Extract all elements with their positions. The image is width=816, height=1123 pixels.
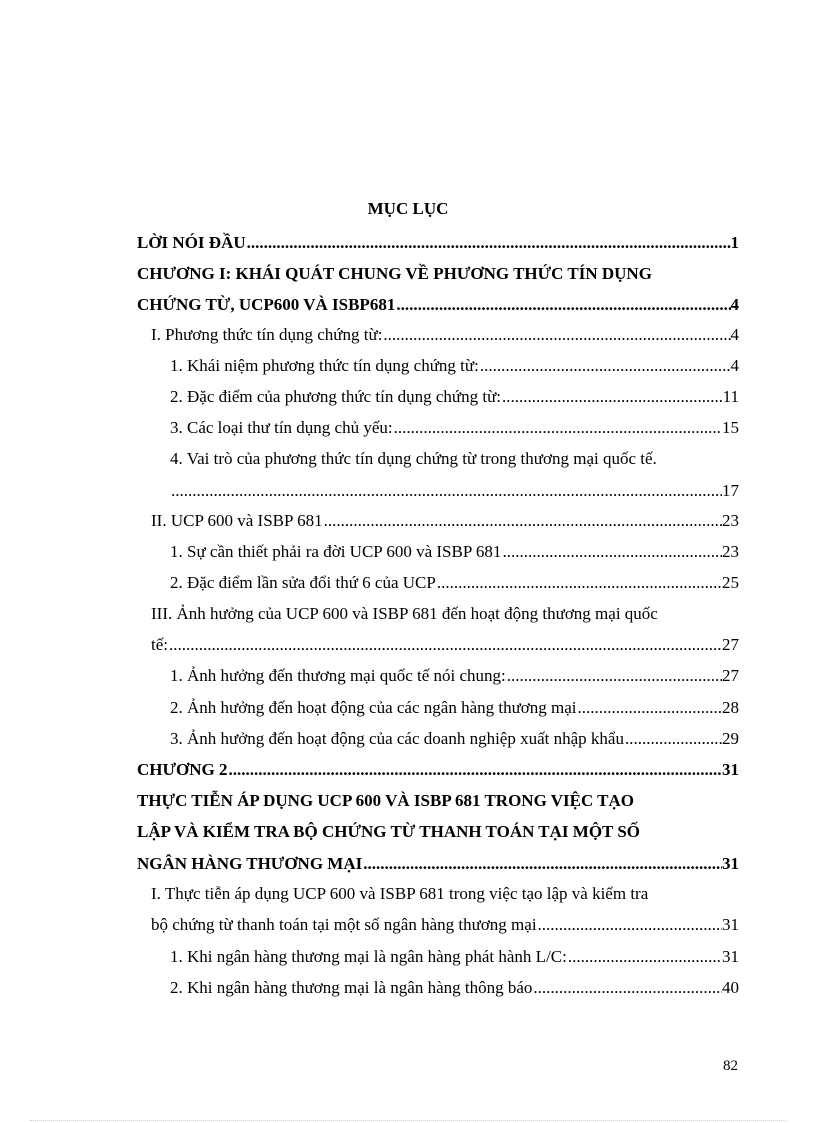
dot-leader — [168, 634, 722, 656]
toc-entry-page: 4 — [730, 325, 739, 344]
toc-entry-page: 31 — [722, 854, 739, 873]
page-number: 82 — [723, 1058, 738, 1074]
toc-entry[interactable] — [170, 386, 739, 408]
toc-entry-text: 3. Các loại thư tín dụng chủ yếu: — [170, 418, 393, 437]
dot-leader — [577, 697, 722, 719]
toc-entry-line: III. Ảnh hưởng của UCP 600 và ISBP 681 đến hoạt động thương mại quốc — [151, 604, 658, 623]
toc-entry-text: 1. Sự cần thiết phải ra đời UCP 600 và ISBP 681 — [170, 542, 502, 561]
toc-entry-page: 29 — [722, 729, 739, 748]
toc-entry-page: 23 — [722, 511, 739, 530]
dot-leader — [624, 728, 722, 750]
dot-leader — [506, 665, 722, 687]
toc-entry[interactable] — [151, 914, 739, 936]
toc-entry-text: 3. Ảnh hưởng đến hoạt động của các doanh nghiệp xuất nhập khẩu — [170, 729, 624, 748]
toc-entry[interactable] — [137, 853, 739, 875]
toc-entry[interactable] — [137, 294, 739, 316]
dot-leader — [436, 572, 722, 594]
toc-entry-text: 2. Ảnh hưởng đến hoạt động của các ngân hàng thương mại — [170, 698, 577, 717]
dot-leader — [501, 386, 723, 408]
toc-entry-text: NGÂN HÀNG THƯƠNG MẠI — [137, 854, 363, 873]
toc-entry-text: 2. Đặc điểm của phương thức tín dụng chứng từ: — [170, 387, 502, 406]
toc-entry[interactable] — [170, 541, 739, 563]
toc-entry-text: CHỨNG TỪ, UCP600 VÀ ISBP681 — [137, 295, 396, 314]
toc-entry[interactable] — [170, 355, 739, 377]
toc-entry[interactable] — [151, 634, 739, 656]
dot-leader — [567, 946, 722, 968]
toc-entry-text: CHƯƠNG 2 — [137, 760, 228, 779]
toc-entry-page: 28 — [722, 698, 739, 717]
toc-entry[interactable] — [137, 232, 739, 254]
dot-leader — [382, 324, 730, 346]
dot-leader — [170, 480, 722, 502]
toc-entry[interactable] — [170, 417, 739, 439]
dot-leader — [537, 914, 722, 936]
toc-entry-page: 23 — [722, 542, 739, 561]
toc-entry-line: I. Thực tiễn áp dụng UCP 600 và ISBP 681 trong việc tạo lập và kiểm tra — [151, 884, 649, 903]
toc-entry-page: 11 — [722, 387, 739, 406]
toc-entry-text: 1. Khi ngân hàng thương mại là ngân hàng phát hành L/C: — [170, 947, 567, 966]
toc-entry[interactable] — [170, 572, 739, 594]
toc-entry-line: CHƯƠNG I: KHÁI QUÁT CHUNG VỀ PHƯƠNG THỨC TÍN DỤNG — [137, 264, 652, 283]
toc-entry[interactable] — [151, 324, 739, 346]
toc-entry-page: 31 — [722, 947, 739, 966]
toc-entry-page: 31 — [722, 915, 739, 934]
toc-entry-page: 31 — [722, 760, 739, 779]
page-title: MỤC LỤC — [367, 199, 449, 218]
toc-entry-text: 1. Ảnh hưởng đến thương mại quốc tế nói chung: — [170, 666, 506, 685]
toc-entry[interactable] — [170, 946, 739, 968]
dot-leader — [395, 294, 730, 316]
toc-entry-page: 27 — [722, 666, 739, 685]
toc-entry-page: 40 — [722, 978, 739, 997]
toc-entry-page: 27 — [722, 635, 739, 654]
toc-entry-text: 2. Khi ngân hàng thương mại là ngân hàng thông báo — [170, 978, 533, 997]
dot-leader — [323, 510, 722, 532]
dot-leader — [532, 977, 722, 999]
toc-entry-text: bộ chứng từ thanh toán tại một số ngân hàng thương mại — [151, 915, 537, 934]
dot-leader — [362, 853, 722, 875]
dot-leader — [228, 759, 722, 781]
toc-entry[interactable] — [170, 728, 739, 750]
toc-entry-line: THỰC TIỄN ÁP DỤNG UCP 600 VÀ ISBP 681 TRONG VIỆC TẠO — [137, 791, 635, 810]
dot-leader — [246, 232, 731, 254]
toc-entry-line: LẬP VÀ KIỂM TRA BỘ CHỨNG TỪ THANH TOÁN TẠI MỘT SỐ — [137, 822, 641, 841]
toc-entry-text: I. Phương thức tín dụng chứng từ: — [151, 325, 383, 344]
dot-leader — [501, 541, 722, 563]
toc-entry-page: 4 — [730, 356, 739, 375]
toc-entry[interactable] — [151, 510, 739, 532]
toc-entry[interactable] — [170, 480, 739, 502]
dot-leader — [393, 417, 722, 439]
toc-entry[interactable] — [170, 697, 739, 719]
toc-entry-text: 2. Đặc điểm lần sửa đổi thứ 6 của UCP — [170, 573, 436, 592]
toc-entry-page: 15 — [722, 418, 739, 437]
toc-entry-page: 17 — [722, 481, 739, 500]
page-bottom-divider — [30, 1120, 786, 1121]
toc-entry-text: II. UCP 600 và ISBP 681 — [151, 511, 323, 530]
toc-entry-page: 1 — [730, 233, 739, 252]
toc-entry-text: tế: — [151, 635, 168, 654]
toc-entry-line: 4. Vai trò của phương thức tín dụng chứng từ trong thương mại quốc tế. — [170, 449, 657, 468]
toc-entry-page: 4 — [730, 295, 739, 314]
toc-entry-text: 1. Khái niệm phương thức tín dụng chứng từ: — [170, 356, 479, 375]
toc-entry-page: 25 — [722, 573, 739, 592]
toc-entry[interactable] — [137, 759, 739, 781]
toc-entry[interactable] — [170, 665, 739, 687]
toc-entry-text: LỜI NÓI ĐẦU — [137, 233, 246, 252]
dot-leader — [479, 355, 731, 377]
toc-entry[interactable] — [170, 977, 739, 999]
